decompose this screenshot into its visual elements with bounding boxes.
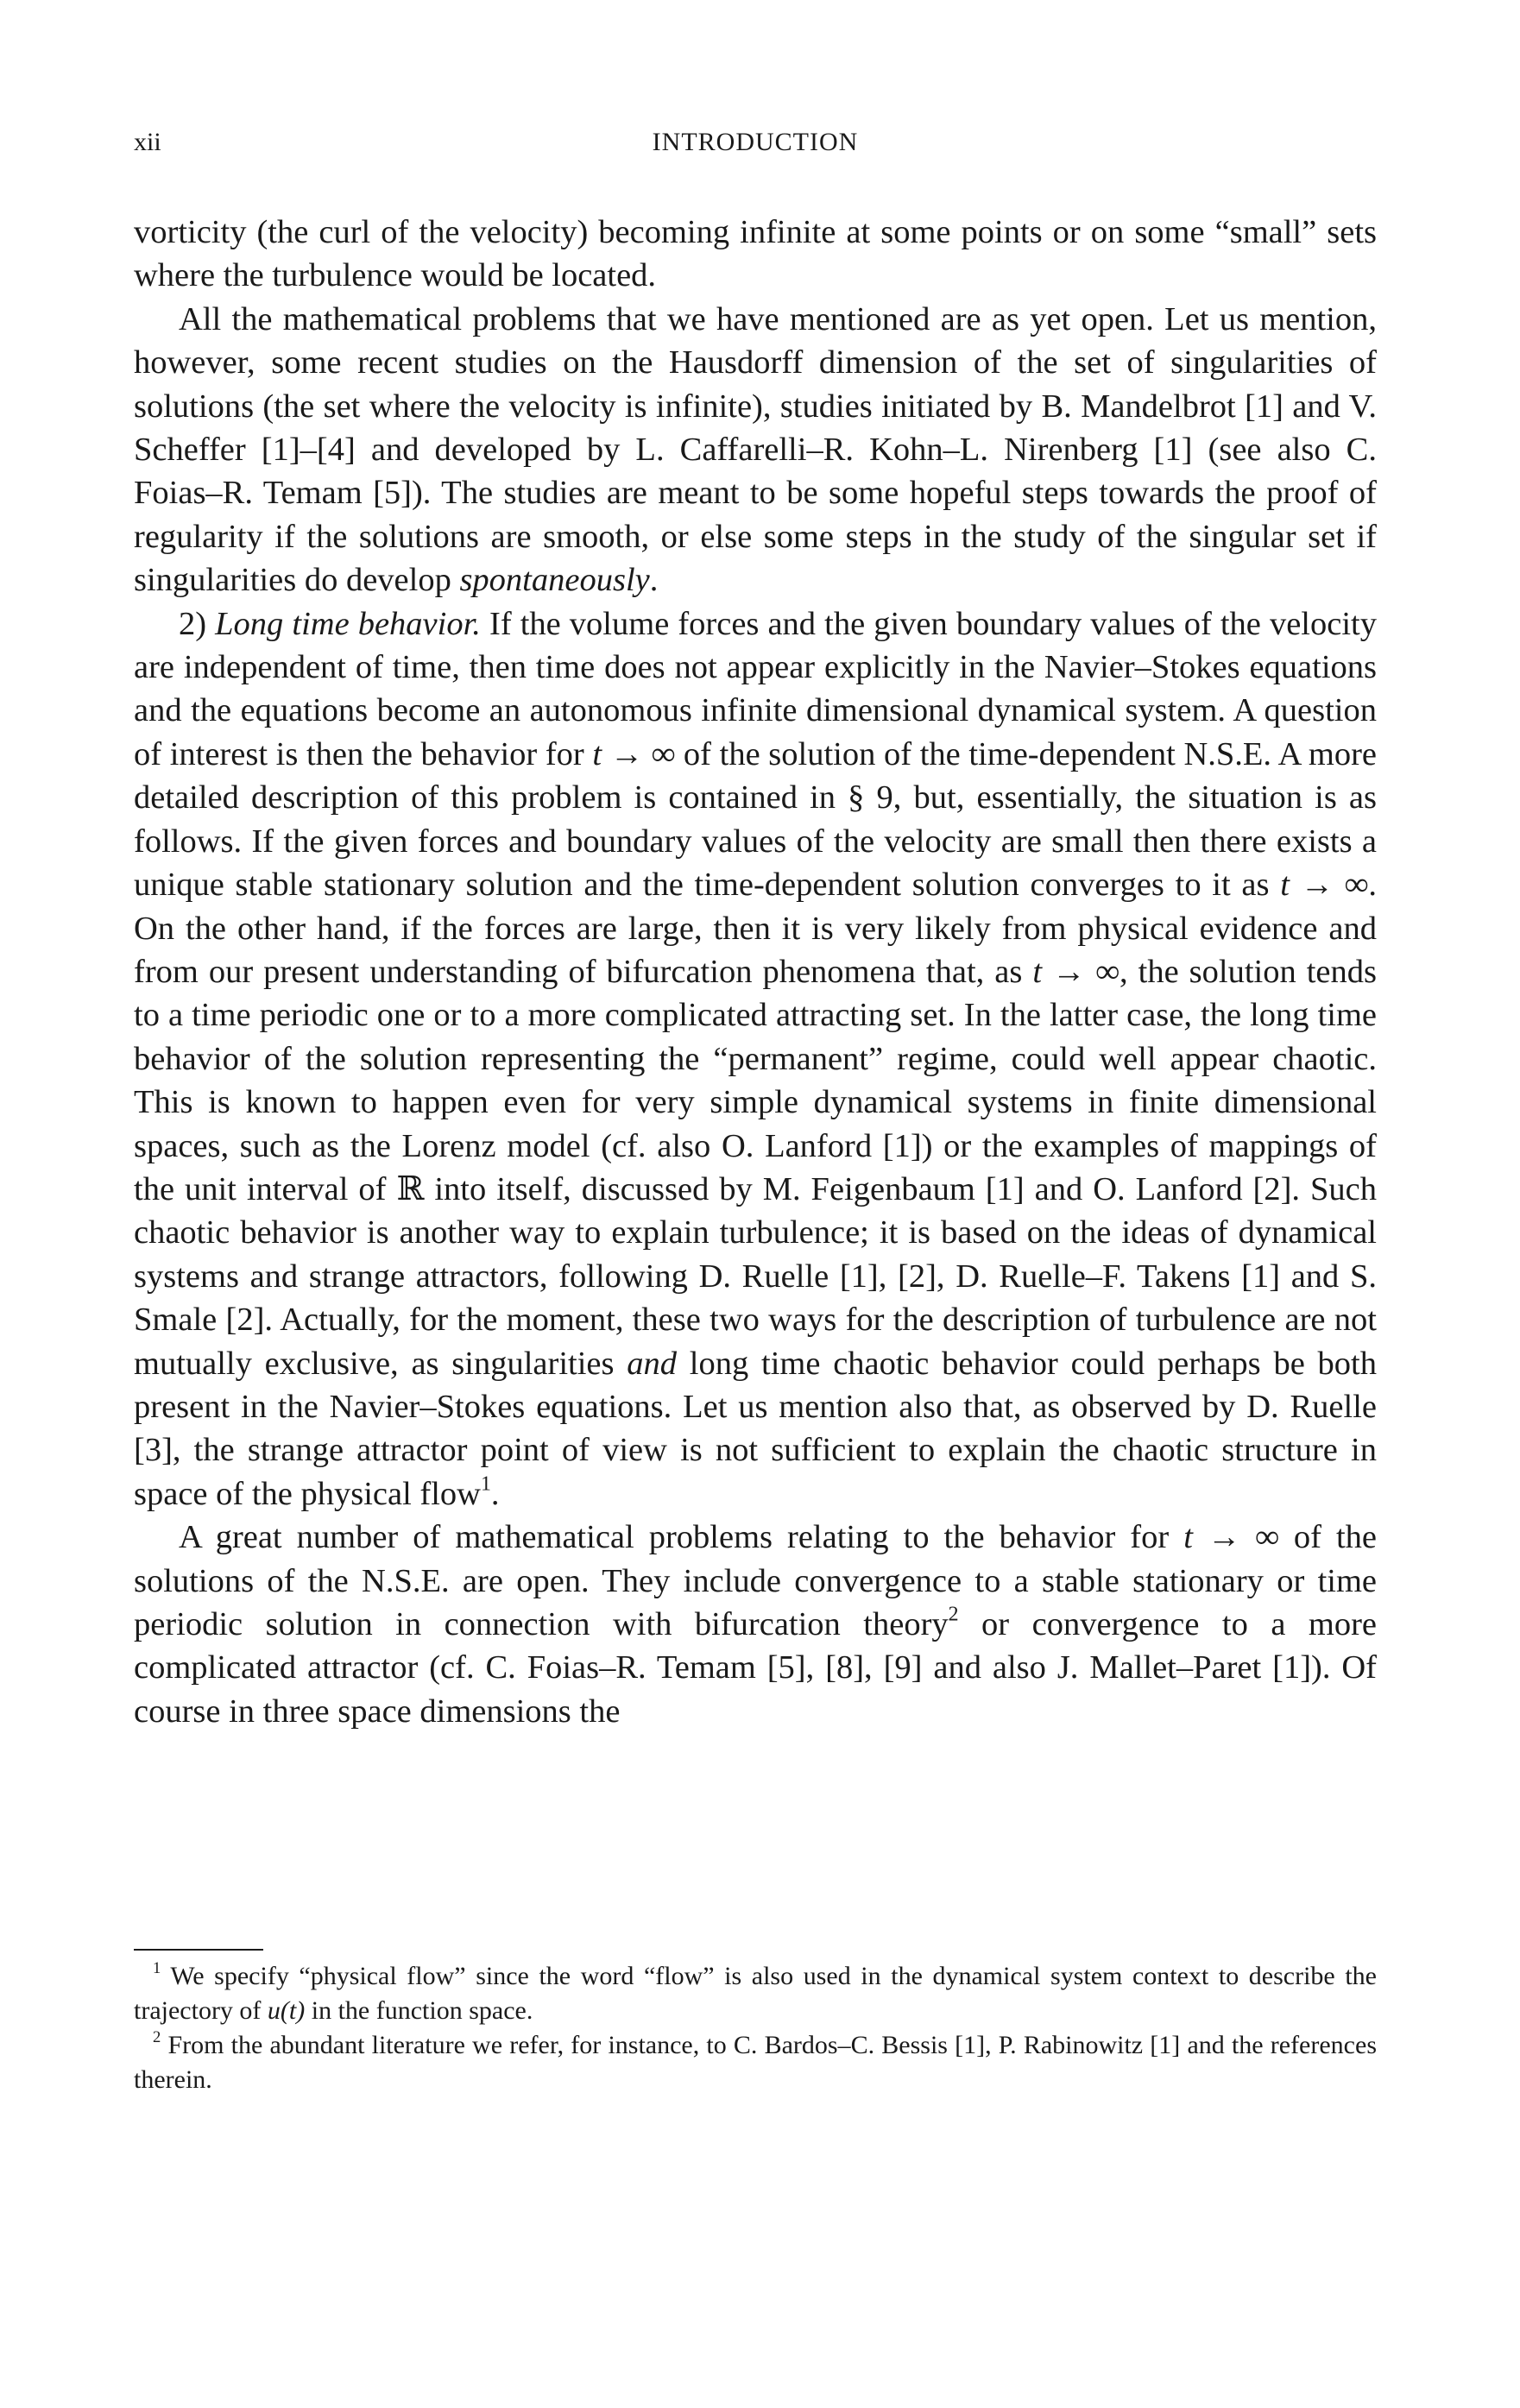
paragraph-open-problems-long-time: A great number of mathematical problems relating to the behavior for t → ∞ of the solutions of the N.S.E. are open. They include convergence to a stable stationary or time periodic solution in connection with bifurcation theory$^2$ or convergence to a more complicated attractor (cf. C. Foias–R. Temam [5], [8], [9] and also J. Mallet–Paret [1]). Of course in three space dimensions the xyxy=(134,1519,1377,1730)
footnote-divider xyxy=(134,1949,263,1951)
paragraph-continuation: vorticity (the curl of the velocity) becoming infinite at some points or on some “small” sets where the turbulence would be located. xyxy=(134,214,1377,294)
footnote-2: $^2$ From the abundant literature we refer, for instance, to C. Bardos–C. Bessis [1], P. Rabinowitz [1] and the references therein. xyxy=(134,2027,1377,2094)
paragraph-open-problems: All the mathematical problems that we have mentioned are as yet open. Let us mention, however, some recent studies on the Hausdorff dimension of the set of singularities of solutions (the set where the velocity is infinite), studies initiated by B. Mandelbrot [1] and V. Scheffer [1]–[4] and developed by L. Caffarelli–R. Kohn–L. Nirenberg [1] (see also C. Foias–R. Temam [5]). The studies are meant to be some hopeful steps towards the proof of regularity if the solutions are smooth, or else some steps in the study of the singular set if singularities do develop spontaneously. xyxy=(134,300,1377,599)
footnote-ref-1: 1 xyxy=(480,1472,491,1496)
page-number: xii xyxy=(134,128,161,156)
footnotes xyxy=(134,1959,1377,2097)
section-heading: Long time behavior. xyxy=(215,605,481,642)
footnote-ref-2: 2 xyxy=(948,1603,959,1626)
running-title: INTRODUCTION xyxy=(652,128,859,156)
paragraph-long-time-behavior: 2) Long time behavior. If the volume forces and the given boundary values of the velocity are independent of time, then time does not appear explicitly in the Navier–Stokes equations and the equations become an autonomous infinite dimensional dynamical system. A question of interest is then the behavior for t → ∞ of the solution of the time-dependent N.S.E. A more detailed description of this problem is contained in § 9, but, essentially, the situation is as follows. If the given forces and boundary values of the velocity are small then there exists a unique stable stationary solution and the time-dependent solution converges to it as t → ∞. On the other hand, if the forces are large, then it is very likely from physical evidence and from our present understanding of bifurcation phenomena that, as t → ∞, the solution tends to a time periodic one or to a more complicated attracting set. In the latter case, the long time behavior of the solution representing the “permanent” regime, could well appear chaotic. This is known to happen even for very simple dynamical systems in finite dimensional spaces, such as the Lorenz model (cf. also O. Lanford [1]) or the examples of mappings of the unit interval of ℝ into itself, discussed by M. Feigenbaum [1] and O. Lanford [2]. Such chaotic behavior is another way to explain turbulence; it is based on the ideas of dynamical systems and strange attractors, following D. Ruelle [1], [2], D. Ruelle–F. Takens [1] and S. Smale [2]. Actually, for the moment, these two ways for the description of turbulence are not mutually exclusive, as singularities and long time chaotic behavior could perhaps be both present in the Navier–Stokes equations. Let us mention also that, as observed by D. Ruelle [3], the strange attractor point of view is not sufficient to explain the chaotic structure in space of the physical flow$^1$. xyxy=(134,605,1378,1512)
page-header xyxy=(134,128,1377,162)
body-text xyxy=(134,211,1377,1733)
footnote-1: $^1$ We specify “physical flow” since the word “flow” is also used in the dynamical system context to describe the trajectory of u(t) in the function space. xyxy=(134,1958,1377,2025)
